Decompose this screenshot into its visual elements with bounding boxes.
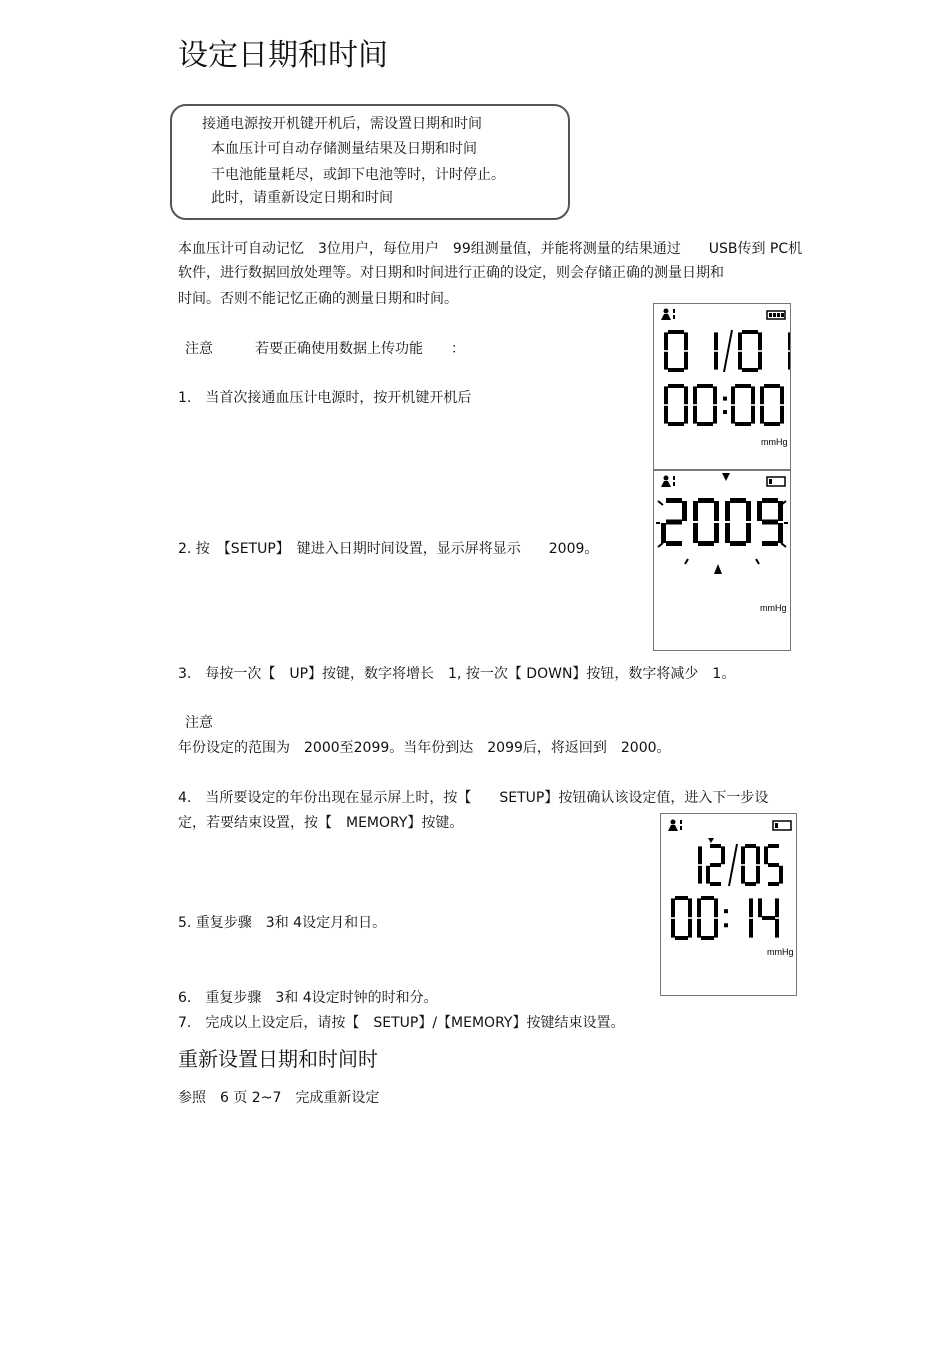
note-2-text: 年份设定的范围为 2000至2099。当年份到达 2099后，将返回到 2000。 xyxy=(178,740,671,756)
lcd-unit: mmHg xyxy=(767,947,794,957)
section-reset-text: 参照 6 页 2~7 完成重新设定 xyxy=(178,1090,380,1106)
lcd-date-digits xyxy=(698,844,783,886)
battery-icon xyxy=(767,477,785,486)
battery-icon xyxy=(767,311,785,319)
person-icon xyxy=(661,476,675,488)
lcd-date-digits xyxy=(664,330,790,372)
step-1: 1. 当首次接通血压计电源时，按开机键开机后 xyxy=(178,390,472,406)
down-arrow-icon xyxy=(722,473,730,481)
lcd-unit: mmHg xyxy=(760,603,787,613)
down-arrow-icon xyxy=(708,838,714,843)
step-4-line-2: 定，若要结束设置，按【 MEMORY】按键。 xyxy=(178,815,464,831)
lcd-year-digits xyxy=(661,498,783,546)
step-2: 2. 按 【SETUP】 键进入日期时间设置，显示屏将显示 2009。 xyxy=(178,541,599,557)
lcd-unit: mmHg xyxy=(761,437,788,447)
page-title: 设定日期和时间 xyxy=(178,38,388,73)
step-7: 7. 完成以上设定后，请按【 SETUP】/【MEMORY】按键结束设置。 xyxy=(178,1015,625,1031)
note-data-upload: 注意 若要正确使用数据上传功能 ： xyxy=(185,341,465,357)
person-icon xyxy=(661,309,675,321)
step-5: 5. 重复步骤 3和 4设定月和日。 xyxy=(178,915,387,931)
lcd-display-initial xyxy=(653,303,791,470)
blink-marks-icon xyxy=(656,501,788,564)
notice-line-1: 接通电源按开机键开机后，需设置日期和时间 xyxy=(202,116,482,132)
section-heading-reset: 重新设置日期和时间时 xyxy=(178,1047,378,1071)
person-icon xyxy=(668,820,682,832)
step-4-line-1: 4. 当所要设定的年份出现在显示屏上时，按【 SETUP】按钮确认该设定值，进入下一步设 xyxy=(178,790,769,806)
note-2-label: 注意 xyxy=(185,715,213,731)
lcd-time-digits xyxy=(671,896,779,940)
intro-line-3: 时间。否则不能记忆正确的测量日期和时间。 xyxy=(178,291,458,307)
notice-line-4: 此时，请重新设定日期和时间 xyxy=(211,190,393,206)
notice-line-2: 本血压计可自动存储测量结果及日期和时间 xyxy=(211,141,477,157)
step-3: 3. 每按一次【 UP】按键，数字将增长 1, 按一次【 DOWN】按钮，数字将减少 1。 xyxy=(178,666,736,682)
lcd-time-digits xyxy=(664,384,784,426)
lcd-display-year xyxy=(653,470,791,651)
up-arrow-icon xyxy=(714,564,722,574)
battery-icon xyxy=(773,821,791,830)
step-6: 6. 重复步骤 3和 4设定时钟的时和分。 xyxy=(178,990,438,1006)
intro-line-2: 软件，进行数据回放处理等。对日期和时间进行正确的设定，则会存储正确的测量日期和 xyxy=(178,265,724,281)
notice-line-3: 干电池能量耗尽，或卸下电池等时，计时停止。 xyxy=(211,167,505,183)
lcd-display-set xyxy=(660,813,797,996)
intro-line-1: 本血压计可自动记忆 3位用户，每位用户 99组测量值，并能将测量的结果通过 USB传到 PC机 xyxy=(178,241,803,257)
